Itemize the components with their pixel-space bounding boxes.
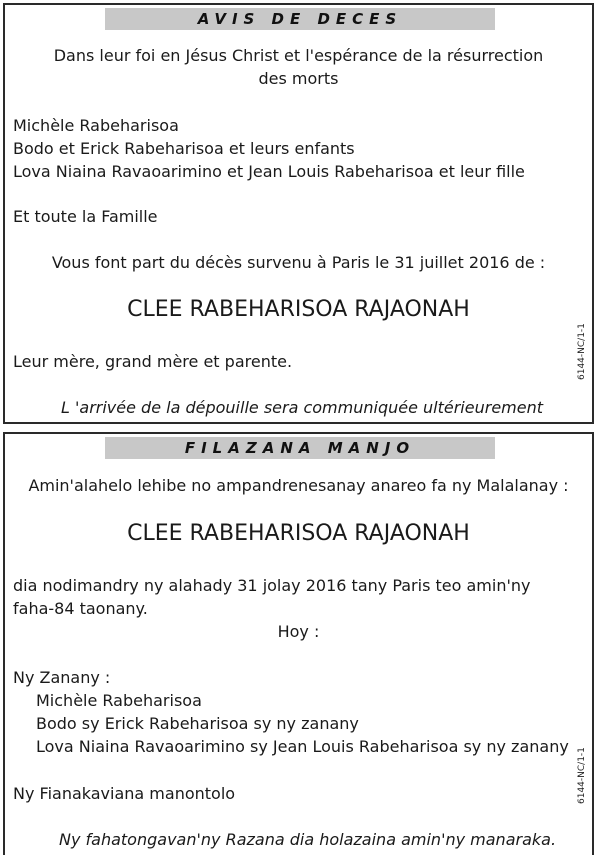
death-notice-french (3, 3, 594, 424)
children-label: Ny Zanany : (13, 668, 111, 687)
child-entry: Lova Niaina Ravaoarimino sy Jean Louis Rabeharisoa sy ny zanany (36, 737, 569, 756)
intro-line-2: des morts (258, 69, 339, 88)
closing-note: Ny fahatongavan'ny Razana dia holazaina amin'ny manaraka. (59, 830, 557, 849)
closing-note: L 'arrivée de la dépouille sera communiquée ultérieurement (61, 398, 543, 417)
reference-code: 6144-NC/1-1 (577, 747, 587, 804)
family-member: Bodo et Erick Rabeharisoa et leurs enfants (13, 139, 355, 158)
detail-line-2: faha-84 taonany. (13, 599, 148, 618)
whole-family: Ny Fianakaviana manontolo (13, 784, 236, 803)
family-member: Lova Niaina Ravaoarimino et Jean Louis Rabeharisoa et leur fille (13, 162, 525, 181)
relation-line: Leur mère, grand mère et parente. (13, 352, 293, 371)
family-member: Michèle Rabeharisoa (13, 116, 179, 135)
whole-family: Et toute la Famille (13, 207, 158, 226)
reference-code: 6144-NC/1-1 (577, 323, 587, 380)
detail-line-1: dia nodimandry ny alahady 31 jolay 2016 tany Paris teo amin'ny (13, 576, 531, 595)
intro-line-1: Dans leur foi en Jésus Christ et l'espérance de la résurrection (53, 46, 544, 65)
deceased-name: CLEE RABEHARISOA RAJAONAH (127, 521, 470, 546)
child-entry: Bodo sy Erick Rabeharisoa sy ny zanany (36, 714, 359, 733)
deceased-name: CLEE RABEHARISOA RAJAONAH (127, 297, 470, 322)
intro-line: Amin'alahelo lehibe no ampandrenesanay anareo fa ny Malalanay : (28, 476, 569, 495)
notice-banner: FILAZANA MANJO (105, 437, 495, 459)
announcement: Vous font part du décès survenu à Paris le 31 juillet 2016 de : (51, 253, 546, 272)
child-entry: Michèle Rabeharisoa (36, 691, 202, 710)
hoy-line: Hoy : (277, 622, 320, 641)
notice-banner: AVIS DE DECES (105, 8, 495, 30)
death-notice-malagasy (3, 432, 594, 855)
